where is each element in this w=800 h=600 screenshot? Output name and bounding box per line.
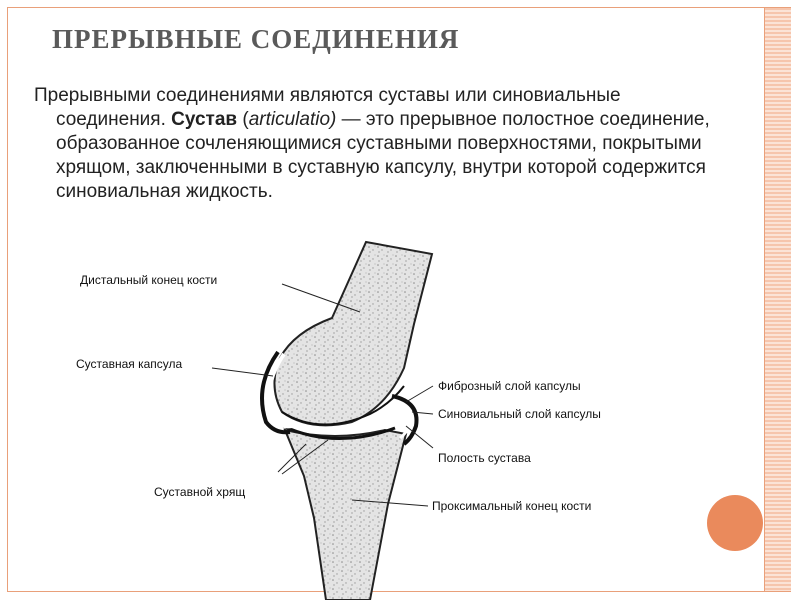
label-proximal-end: Проксимальный конец кости <box>432 499 592 513</box>
label-joint-capsule: Суставная капсула <box>76 357 183 371</box>
term-joint: Сустав <box>171 109 238 130</box>
joint-diagram <box>70 236 690 600</box>
slide-side-band <box>764 8 791 591</box>
proximal-bone <box>285 430 406 600</box>
paragraph-part3: — это прерывное полостное соединение, образованное сочленяющимися суставными поверхностями, покрытыми хрящом, заключенными в суставную капсулу, внутри которой содержится синовиальная жидкость. <box>56 109 710 202</box>
body-paragraph <box>34 84 754 204</box>
label-distal-end: Дистальный конец кости <box>80 273 218 287</box>
leader-capsule <box>212 368 273 376</box>
leader-fibrous <box>406 386 433 402</box>
paragraph-part1: соединения. <box>56 109 172 130</box>
decorative-circle <box>707 495 763 551</box>
label-articular-cartilage: Суставной хрящ <box>154 485 246 499</box>
distal-bone <box>274 242 432 425</box>
slide-title: ПРЕРЫВНЫЕ СОЕДИНЕНИЯ <box>52 24 460 54</box>
label-joint-cavity: Полость сустава <box>438 451 531 465</box>
paragraph-lead: Прерывными соединениями являются суставы или синовиальные <box>34 85 621 106</box>
paragraph-part2: ( <box>237 109 249 130</box>
label-fibrous-layer: Фиброзный слой капсулы <box>438 379 581 393</box>
label-synovial-layer: Синовиальный слой капсулы <box>438 407 601 421</box>
latin-term: articulatio) <box>248 109 337 130</box>
paragraph-rest <box>34 108 754 204</box>
